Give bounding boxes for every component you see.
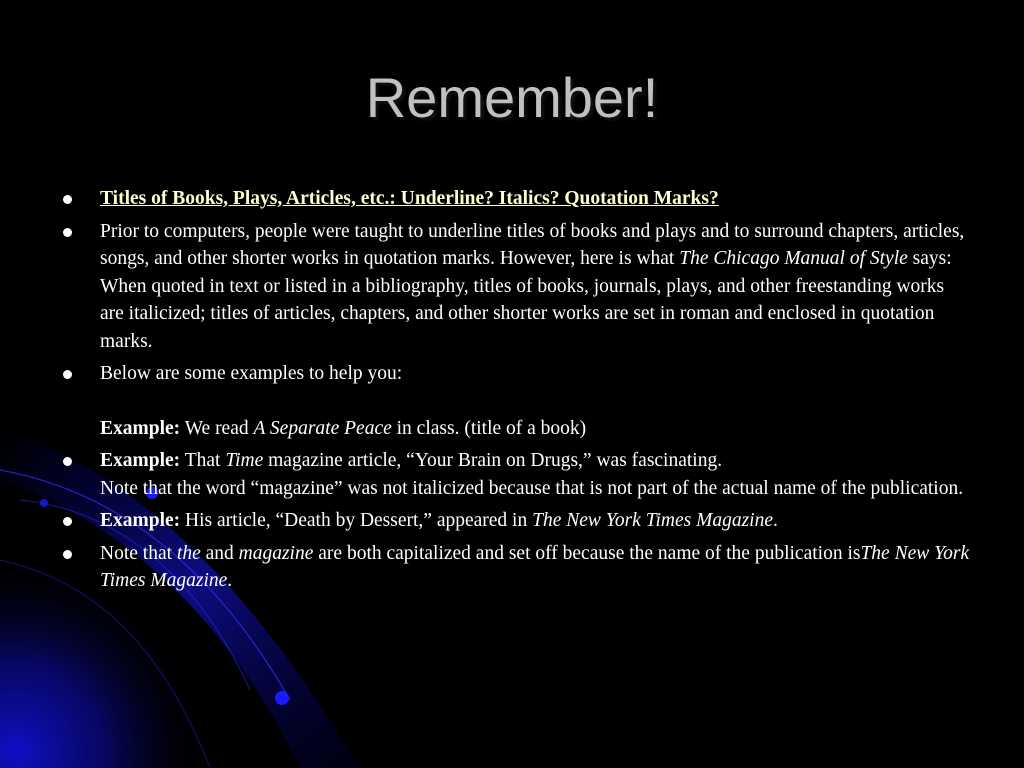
bullet-item — [0, 507, 1024, 535]
bullet-item — [0, 447, 1024, 502]
slide-title: Remember! — [365, 66, 659, 129]
bullet-item — [0, 360, 1024, 442]
bullet-dot-icon — [63, 457, 72, 466]
bullet-text: . — [227, 570, 233, 591]
bullet-item — [0, 540, 1024, 595]
bullet-text: Below are some examples to help you: — [100, 363, 403, 384]
publication-title: The New York Times Magazine — [100, 542, 970, 591]
bullet-dot-icon — [63, 195, 72, 204]
bullet-text: His article, “Death by Dessert,” appeared in — [180, 510, 533, 531]
bullet-dot-icon — [63, 370, 72, 379]
bullet-text: We read — [180, 417, 254, 439]
bullet-dot-icon — [63, 228, 72, 237]
bullet-text: says: When quoted in text or listed in a bibliography, titles of books, journals, plays, and other freestanding works are italicized; titles of articles, chapters, and other shorter works are set in roman and enclosed in quotation marks. — [100, 248, 952, 352]
bullet-note: Note that the word “magazine” was not italicized because that is not part of the actual name of the publication. — [100, 477, 964, 499]
bullet-dot-icon — [63, 550, 72, 559]
bullet-dot-icon — [63, 517, 72, 526]
bullet-list — [0, 185, 1024, 600]
bullet-text: Note that — [100, 542, 177, 564]
bullet-item — [0, 185, 1024, 213]
bullet-text: in class. (title of a book) — [391, 417, 587, 439]
publication-title: The New York Times Magazine — [532, 510, 773, 531]
bullet-item — [0, 218, 1024, 356]
spacer — [100, 388, 972, 415]
example-label: Example: — [100, 450, 181, 471]
bullet-text: are both capitalized and set off because the name of the publication is — [313, 542, 861, 564]
bullet-text: magazine article, “Your Brain on Drugs,” was fascinating. — [263, 450, 723, 471]
bullet-text: That — [180, 450, 226, 471]
italic-word: magazine — [238, 542, 314, 564]
bullet-text: . — [773, 510, 778, 531]
example-label: Example: — [100, 417, 181, 439]
bullet-heading: Titles of Books, Plays, Articles, etc.: Underline? Italics? Quotation Marks? — [100, 188, 719, 209]
example-label: Example: — [100, 510, 181, 531]
bullet-text: and — [200, 542, 239, 564]
book-title: The Chicago Manual of Style — [679, 248, 908, 269]
book-title: A Separate Peace — [253, 417, 392, 439]
magazine-title: Time — [225, 450, 264, 471]
bullet-text: Prior to computers, people were taught to underline titles of books and plays and to surround chapters, articles, songs, and other shorter works in quotation marks. However, here is what — [100, 220, 965, 269]
italic-word: the — [176, 542, 201, 564]
